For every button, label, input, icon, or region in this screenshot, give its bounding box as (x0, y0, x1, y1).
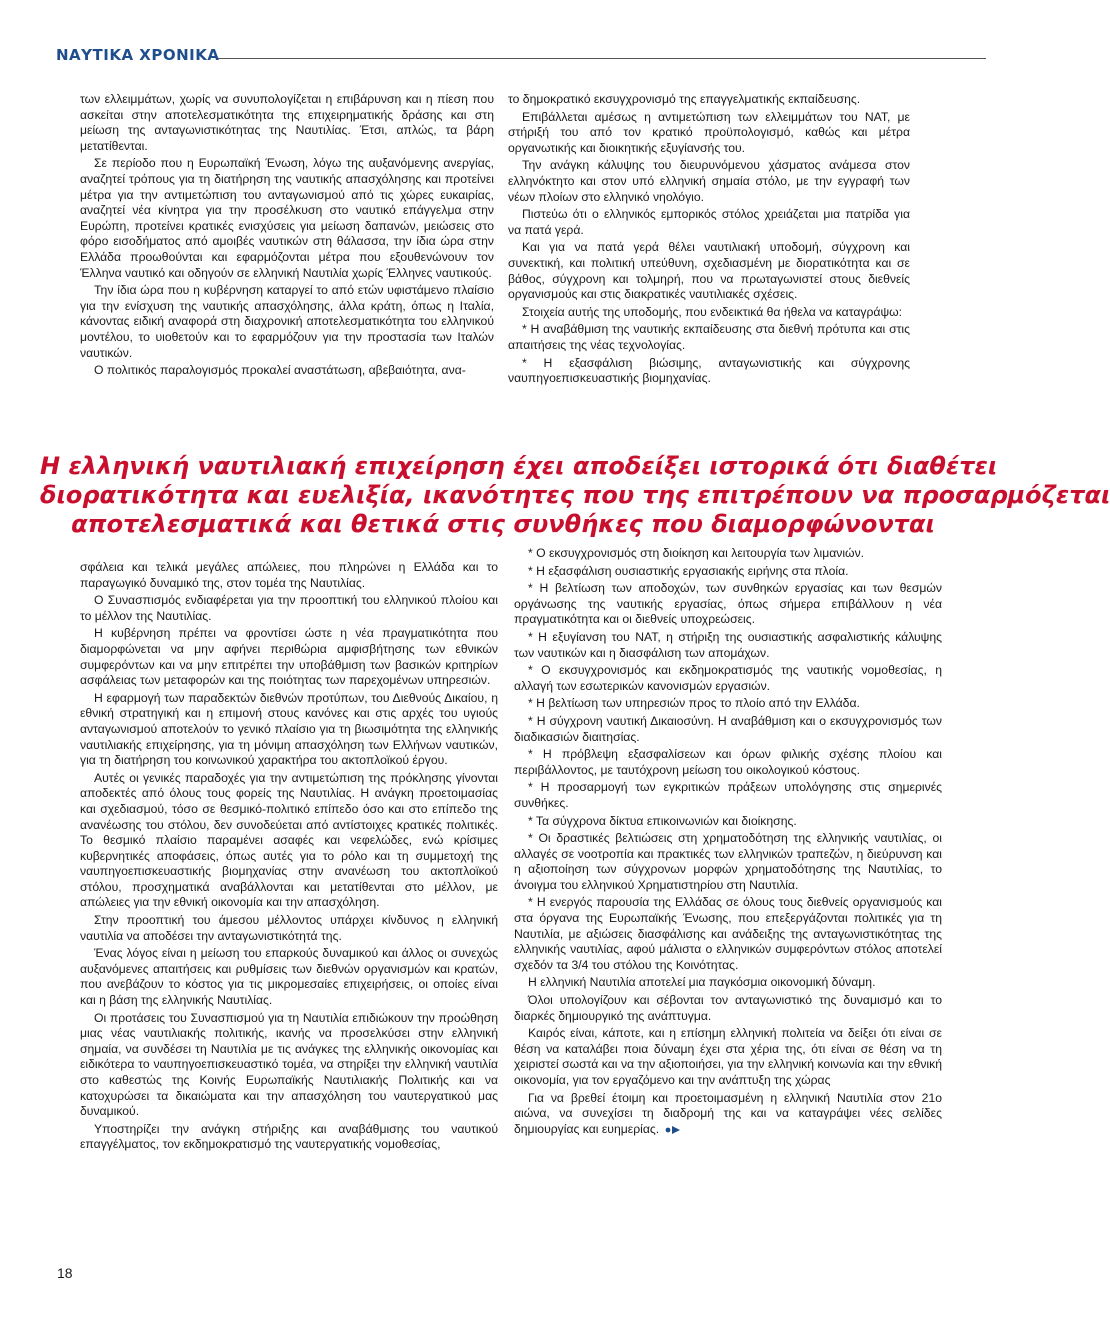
bullet-item: * Η βελτίωση των υπηρεσιών προς το πλοίο από την Ελλάδα. (528, 696, 860, 711)
paragraph: Την ανάγκη κάλυψης του διευρυνόμενου χάσματος ανάμεσα στον ελληνόκτητο και στον υπό ελληνική σημαία στόλο, με την εγγραφή των νέων πλοίων στο ελληνικό νηολόγιο. (508, 158, 910, 204)
final-paragraph-text: Για να βρεθεί έτοιμη και προετοιμασμένη η ελληνική Ναυτιλία στον 21ο αιώνα, να συνεχίσει τη διαδρομή της και να καταγράψει νέες σελίδες δημιουργίας και ευημερίας. (514, 1090, 942, 1136)
paragraph: Υποστηρίζει την ανάγκη στήριξης και αναβάθμισης του ναυτικού επαγγέλματος, τον εκδημοκρατισμό της ναυτεργατικής νομοθεσίας, (80, 1121, 498, 1152)
header-rule (218, 58, 986, 59)
bullet-item: * Η προσαρμογή των εγκριτικών πράξεων υπολόγησης στις σημερινές συνθήκες. (514, 780, 942, 810)
bullet-item: * Η εξασφάλιση βιώσιμης, ανταγωνιστικής και σύγχρονης ναυπηγοεπισκευαστικής βιομηχανίας. (508, 355, 910, 386)
paragraph: Πιστεύω ότι ο ελληνικός εμπορικός στόλος χρειάζεται μια πατρίδα για να πατά γερά. (508, 207, 910, 237)
paragraph: των ελλειμμάτων, χωρίς να συνυπολογίζεται η επιβάρυνση και η πίεση που ασκείται στην αποτελεσματικότητα της επιχειρηματικής δράσης και στη μείωση της ανταγωνιστικότητας της Ναυτιλίας. Έτσι, απλώς, τα βάρη μετατίθενται. (80, 92, 494, 153)
bullet-item: * Τα σύγχρονα δίκτυα επικοινωνιών και διοίκησης. (528, 813, 797, 828)
paragraph: Η κυβέρνηση πρέπει να φροντίσει ώστε η νέα πραγματικότητα που διαμορφώνεται να μην αφήνει περιθώρια αμφισβήτησης των εθνικών συμφερόντων και να μην επιτρέπει την υποβάθμιση των βασικών κριτηρίων ασφάλειας των μεταφορών και της ποιότητας των παρεχομένων υπηρεσιών. (80, 626, 498, 688)
paragraph: Καιρός είναι, κάποτε, και η επίσημη ελληνική πολιτεία να δείξει ότι είναι σε θέση να καταλάβει ποια δύναμη έχει στα χέρια της, ότι είναι σε θέση να τη χειριστεί σωστά και να την αξιοποιήσει, για την ελληνική κοινωνία και την εθνική οικονομία, για τον εργαζόμενο και την ανάπτυξη της χώρας (514, 1026, 942, 1087)
bullet-item: * Η εξασφάλιση ουσιαστικής εργασιακής ειρήνης στα πλοία. (528, 563, 849, 578)
paragraph: Επιβάλλεται αμέσως η αντιμετώπιση των ελλειμμάτων του ΝΑΤ, με στήριξή του από τον κρατικό προϋπολογισμό, καθώς και μέτρα οργανωτικής και διοικητικής εξυγίανσής του. (508, 109, 910, 155)
paragraph: Στοιχεία αυτής της υποδομής, που ενδεικτικά θα ήθελα να καταγράψω: (522, 304, 903, 319)
end-of-article-icon (665, 1125, 681, 1135)
bullet-item: * Η ενεργός παρουσία της Ελλάδας σε όλους τους διεθνείς οργανισμούς και στα όργανα της Ευρωπαϊκής Ένωσης, που επεξεργάζονται πολιτικές για τη Ναυτιλία, με αξιώσεις διασφάλισης και ανάδειξης της ανταγωνιστικότητας της ελληνικής ναυτιλίας, αφού μάλιστα ο ελληνικών συμφερόντων στόλος αποτελεί σχεδόν τα 3/4 του στόλου της Κοινότητας. (514, 895, 942, 972)
page-number: 18 (57, 1265, 73, 1281)
pull-quote-line: Η ελληνική ναυτιλιακή επιχείρηση έχει αποδείξει ιστορικά ότι διαθέτει (40, 452, 998, 480)
paragraph: το δημοκρατικό εκσυγχρονισμό της επαγγελματικής εκπαίδευσης. (508, 92, 861, 106)
bullet-item: * Ο εκσυγχρονισμός και εκδημοκρατισμός της ναυτικής νομοθεσίας, η αλλαγή των εσωτερικών κανονισμών εργασιών. (514, 663, 942, 693)
page-header (56, 46, 986, 66)
bullet-item: * Η βελτίωση των αποδοχών, των συνθηκών εργασίας και των θεσμών οργάνωσης της ναυτικής εργασίας, όπως σήμερα επιβάλλουν η νέα πραγματικότητα και οι διεθνείς υποχρεώσεις. (514, 581, 942, 627)
paragraph: σφάλεια και τελικά μεγάλες απώλειες, που πληρώνει η Ελλάδα και το παραγωγικό δυναμικό της, στον τομέα της Ναυτιλίας. (80, 560, 498, 590)
paragraph: Όλοι υπολογίζουν και σέβονται τον ανταγωνιστικό της δυναμισμό και το διαρκές δημιουργικό της ανάπτυγμα. (514, 993, 942, 1023)
pull-quote-line: αποτελεσματικά και θετικά στις συνθήκες που διαμορφώνονται (71, 510, 935, 538)
paragraph: Αυτές οι γενικές παραδοχές για την αντιμετώπιση της πρόκλησης γίνονται αποδεκτές από όλους τους φορείς της Ναυτιλίας. Η ανάγκη προετοιμασίας και σχεδιασμού, τόσο σε θεσμικό-πολιτικό επίπεδο όσο και στο επίπεδο της ανανέωσης του στόλου, δεν συνοδεύεται από αντίστοιχες κρατικές πολιτικές. Το θεσμικό πλαίσιο παραμένει ασαφές και νεφελώδες, ενώ κρίσιμες κυβερνητικές αποφάσεις, όπως αυτές για το ρόλο και τη συμμετοχή της ναυπηγοεπισκευαστικής βιομηχανίας στην ανανέωση του ακτοπλοϊκού στόλου, προσχηματικά αναβάλλονται και μετατίθενται στο μέλλον, με απώλειες για την εθνική οικονομία και την απασχόληση. (80, 770, 498, 910)
bullet-item: * Η εξυγίανση του ΝΑΤ, η στήριξη της ουσιαστικής ασφαλιστικής κάλυψης των ναυτικών και η διασφάλιση των απομάχων. (514, 629, 942, 660)
bullet-item: * Οι δραστικές βελτιώσεις στη χρηματοδότηση της ελληνικής ναυτιλίας, οι αλλαγές σε νοοτροπία και πρακτικές των ελληνικών τραπεζών, η διεύρυνση και η αξιοποίηση των σύγχρονων μορφών χρηματοδότησης της Ναυτιλίας, το άνοιγμα του ελληνικού Χρηματιστηρίου στη Ναυτιλία. (514, 831, 942, 892)
column-top-right (508, 92, 910, 389)
bullet-item: * Η σύγχρονη ναυτική Δικαιοσύνη. Η αναβάθμιση και ο εκσυγχρονισμός των διαδικασιών διαιτησίας. (514, 713, 942, 744)
column-bottom-right (514, 546, 942, 1139)
paragraph: Οι προτάσεις του Συνασπισμού για τη Ναυτιλία επιδιώκουν την προώθηση μιας νέας ναυτιλιακής πολιτικής, ικανής να προσελκύσει στην ελληνική σημαία, να συνδέσει τη Ναυτιλία με τις ανάγκες της ελληνικής οικονομίας και ειδικότερα το ναυπηγοεπισκευαστικό τομέα, να στηρίξει την ελληνική ναυτιλία στο καθεστώς της Κοινής Ευρωπαϊκής Ναυτιλιακής Πολιτικής και να κατοχυρώσει τα δικαιώματα και την απασχόληση του ναυτεργατικού μας δυναμικού. (80, 1010, 498, 1119)
column-bottom-left (80, 560, 498, 1155)
bullet-item: * Ο εκσυγχρονισμός στη διοίκηση και λειτουργία των λιμανιών. (528, 546, 865, 560)
paragraph: Στην προοπτική του άμεσου μέλλοντος υπάρχει κίνδυνος η ελληνική ναυτιλία να αποδέσει την ανταγωνιστικότητά της. (80, 913, 498, 943)
pull-quote-line: διορατικότητα και ευελιξία, ικανότητες που της επιτρέπουν να προσαρμόζεται (40, 481, 1110, 509)
paragraph: Η ελληνική Ναυτιλία αποτελεί μια παγκόσμια οικονομική δύναμη. (528, 975, 876, 990)
pull-quote (40, 452, 1110, 539)
bullet-item: * Η πρόβλεψη εξασφαλίσεων και όρων φιλικής σχέσης πλοίου και περιβάλλοντος, με ταυτόχρονη μείωση του οικολογικού κόστους. (514, 747, 942, 777)
paragraph: Η εφαρμογή των παραδεκτών διεθνών προτύπων, του Διεθνούς Δικαίου, η εθνική στρατηγική και η επιμονή στους κανόνες και στις αρχές του υγιούς ανταγωνισμού αποτελούν το γενικό πλαίσιο για τη βιωσιμότητα της ελληνικής ναυτιλιακής επιχείρησης, για τη μόνιμη απασχόληση των Ελλήνων ναυτικών, για τη διατήρηση του κοινωνικού χαρακτήρα του ακτοπλοϊκού έργου. (80, 690, 498, 768)
paragraph-final (514, 1091, 942, 1138)
paragraph: Την ίδια ώρα που η κυβέρνηση καταργεί το από ετών υφιστάμενο πλαίσιο για την ενίσχυση της ναυτικής απασχόλησης, άλλα κράτη, όπως η Ιταλία, κάνοντας ειδική αναφορά στη διαχρονική αποτελεσματικότητα του ελληνικού μοντέλου, το υιοθετούν και το εφαρμόζουν για την προστασία των Ιταλών ναυτικών. (80, 283, 494, 360)
paragraph: Και για να πατά γερά θέλει ναυτιλιακή υποδομή, σύγχρονη και συνεκτική, και πολιτική υπεύθυνη, σχεδιασμένη με διορατικότητα και σε βάθος, σύγχρονη και τολμηρή, που να πρωταγωνιστεί στους διεθνείς οργανισμούς και στις διακρατικές ναυτιλιακές σχέσεις. (508, 240, 910, 302)
paragraph: Ο Συνασπισμός ενδιαφέρεται για την προοπτική του ελληνικού πλοίου και το μέλλον της Ναυτιλίας. (80, 593, 498, 623)
column-top-left (80, 92, 494, 381)
paragraph: Ένας λόγος είναι η μείωση του επαρκούς δυναμικού και άλλος οι συνεχώς αυξανόμενες απαιτήσεις και ρυθμίσεις των διεθνών οργανισμών και κρατών, που ανεβάζουν το κόστος για τις μικρομεσαίες επιχειρήσεις, οι οποίες είναι και η βάση της ελληνικής Ναυτιλίας. (80, 946, 498, 1008)
paragraph: Ο πολιτικός παραλογισμός προκαλεί αναστάτωση, αβεβαιότητα, ανα- (94, 363, 466, 378)
magazine-title: ΝΑΥΤΙΚΑ ΧΡΟΝΙΚΑ (56, 46, 220, 64)
paragraph: Σε περίοδο που η Ευρωπαϊκή Ένωση, λόγω της αυξανόμενης ανεργίας, αναζητεί τρόπους για τη διατήρηση της ναυτικής απασχόλησης και προτείνει μέτρα για την αντιμετώπιση του ανταγωνισμού από τις χώρες ευκαιρίας, αναζητεί νέα κίνητρα για την προσέλκυση στο ναυτικό επάγγελμα στην Ευρώπη, προτείνει κρατικές ενισχύσεις για μείωση δαπανών, μειώσεις στο φόρο εισοδήματος από αμοιβές ναυτικών στη θάλασσα, την ίδια ώρα στην Ελλάδα προωθούνται και εφαρμόζονται μέτρα που εξουθενώνουν τον Έλληνα ναυτικό και οδηγούν σε ελληνική Ναυτιλία χωρίς Έλληνες ναυτικούς. (80, 156, 494, 280)
bullet-item: * Η αναβάθμιση της ναυτικής εκπαίδευσης στα διεθνή πρότυπα και στις απαιτήσεις της νέας τεχνολογίας. (508, 322, 910, 352)
